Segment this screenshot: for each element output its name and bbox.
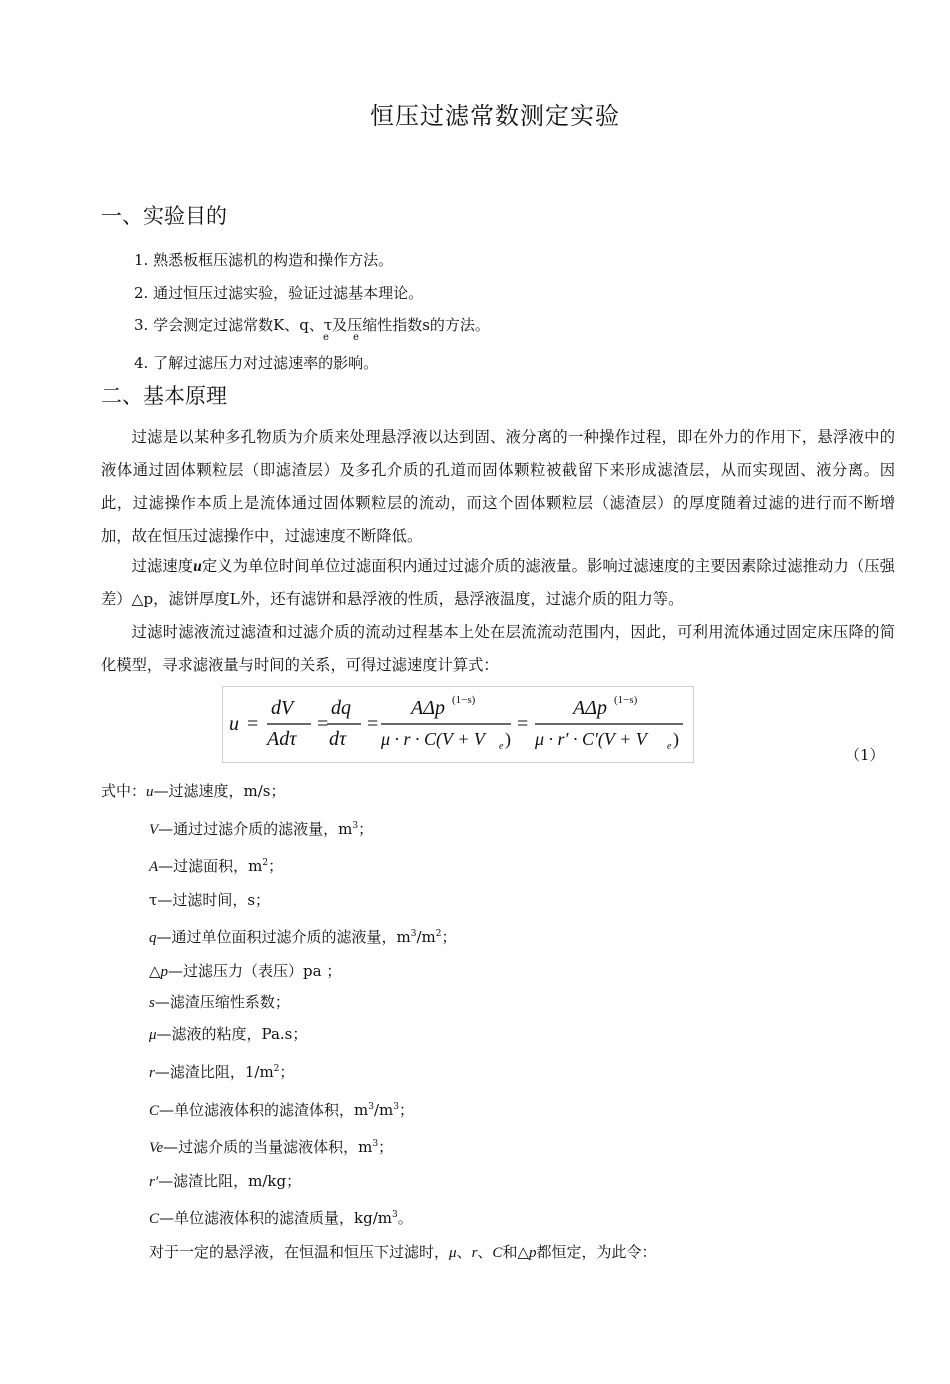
- symbol-end: ；: [378, 1138, 394, 1156]
- symbol-line: [149, 1170, 301, 1191]
- superscript: 3: [410, 929, 417, 939]
- formula-svg: [223, 687, 693, 762]
- formula-close-paren: ): [673, 729, 679, 749]
- symbol-desc: —过滤时间，s；: [157, 891, 271, 909]
- symbol-desc: —滤渣比阻，m/kg；: [158, 1172, 302, 1190]
- symbol-desc: —过滤速度，m/s；: [153, 782, 286, 800]
- symbol: △p: [149, 964, 169, 980]
- formula-dtau: dτ: [329, 728, 347, 750]
- symbol-end: ；: [279, 1063, 295, 1081]
- superscript: 2: [273, 1064, 280, 1074]
- list-item: 1. 熟悉板框压滤机的构造和操作方法。: [134, 251, 394, 269]
- text: 、: [477, 1243, 493, 1261]
- formula-dV: dV: [271, 697, 294, 719]
- text: 、: [456, 1243, 472, 1261]
- symbol: s: [149, 995, 155, 1011]
- paragraph: 过滤是以某种多孔物质为介质来处理悬浮液以达到固、液分离的一种操作过程，即在外力的作用下，悬浮液中的液体通过固体颗粒层（即滤渣层）及多孔介质的孔道而固体颗粒被截留下来形成滤渣层，从而实现固、液分离。因此，过滤操作本质上是流体通过固体颗粒层的流动，而这个固体颗粒层（滤渣层）的厚度随着过滤的进行而不断增加，故在恒压过滤操作中，过滤速度不断降低。: [101, 428, 895, 545]
- paragraph-text: 定义为单位时间单位过滤面积内通过过滤介质的滤液量。影响过滤速度的主要因素除过滤推动力（压强差）△p，滤饼厚度L外，还有滤饼和悬浮液的性质，悬浮液温度，过滤介质的阻力等。: [101, 557, 895, 608]
- formula-denominator: μ · r′ · C′(V + V: [535, 729, 647, 749]
- symbol-u: u: [193, 558, 202, 575]
- formula-sub-e: e: [499, 741, 504, 752]
- symbol-end: ；: [358, 820, 374, 838]
- formula-u: u: [229, 713, 239, 735]
- paragraph: 过滤时滤液流过滤渣和过滤介质的流动过程基本上处在层流流动范围内，因此，可利用流体通过固定床压降的简化模型，寻求滤液量与时间的关系，可得过滤速度计算式：: [101, 623, 895, 674]
- symbol: r′: [149, 1174, 159, 1190]
- symbol: A: [149, 859, 159, 875]
- where-label: 式中：: [101, 782, 147, 800]
- text: 和△: [502, 1243, 529, 1261]
- list-item-text: 3. 学会测定过滤常数K、q: [134, 316, 309, 334]
- symbol: V: [149, 822, 159, 838]
- subscript-e: e: [353, 332, 359, 343]
- formula-Adtau: Adτ: [267, 728, 297, 750]
- formula-sub-e: e: [667, 741, 672, 752]
- formula-exponent: (1−s): [614, 694, 638, 706]
- symbol-desc: —过滤介质的当量滤液体积，m: [163, 1138, 373, 1156]
- symbol: Ve: [149, 1140, 164, 1156]
- symbol-desc: —单位滤液体积的滤渣体积，m: [159, 1101, 369, 1119]
- symbol: p: [528, 1245, 537, 1261]
- symbol-line: [101, 780, 286, 801]
- paragraph: [101, 550, 895, 616]
- formula-close-paren: ): [505, 729, 511, 749]
- text: 对于一定的悬浮液，在恒温和恒压下过滤时，: [149, 1243, 450, 1261]
- formula-dq: dq: [331, 697, 351, 719]
- symbol: C: [149, 1103, 160, 1119]
- symbol: r: [471, 1245, 478, 1261]
- formula-image: [222, 686, 694, 763]
- symbol-desc: —滤渣比阻，1/m: [154, 1063, 274, 1081]
- list-item-text: 、τ: [308, 316, 333, 334]
- symbol-line: [149, 991, 290, 1012]
- section-heading-objectives: 一、实验目的: [101, 204, 227, 228]
- symbol-desc: —滤渣压缩性系数；: [154, 993, 290, 1011]
- symbol-line: [149, 1023, 307, 1044]
- symbol: μ: [449, 1245, 457, 1261]
- symbol-mid: /m: [373, 1101, 394, 1119]
- symbol-line: [149, 926, 457, 947]
- symbol-line: [149, 1136, 393, 1157]
- symbol-end: ；: [441, 928, 457, 946]
- symbol-line: [149, 1099, 414, 1120]
- symbol: μ: [149, 1027, 157, 1043]
- list-item-text: 及压缩性指数s的方法。: [332, 316, 490, 334]
- superscript: 2: [262, 858, 269, 868]
- equation-number: （1）: [845, 746, 885, 764]
- formula-equals: =: [247, 713, 259, 735]
- symbol-desc: —单位滤液体积的滤渣质量，kg/m: [159, 1209, 392, 1227]
- symbol-end: ；: [268, 857, 284, 875]
- symbol-desc: —滤液的粘度，Pa.s；: [156, 1025, 308, 1043]
- formula-numerator: AΔp: [573, 697, 607, 719]
- list-item: 2. 通过恒压过滤实验，验证过滤基本理论。: [134, 284, 424, 302]
- symbol-mid: /m: [416, 928, 436, 946]
- formula-exponent: (1−s): [452, 694, 476, 706]
- superscript: 3: [372, 1139, 379, 1149]
- list-item: 4. 了解过滤压力对过滤速率的影响。: [134, 354, 379, 372]
- symbol-line: [149, 889, 270, 910]
- superscript: 2: [435, 929, 442, 939]
- symbol-line: [149, 855, 283, 876]
- symbol-end: ；: [399, 1101, 415, 1119]
- symbol: q: [149, 930, 157, 946]
- symbol-line: [149, 960, 341, 981]
- superscript: 3: [352, 821, 359, 831]
- symbol: C: [492, 1245, 503, 1261]
- section-heading-principle: 二、基本原理: [101, 384, 227, 408]
- symbol-line: [149, 818, 373, 839]
- page-title: 恒压过滤常数测定实验: [370, 102, 620, 130]
- symbol: u: [146, 784, 154, 800]
- symbol-desc: —通过过滤介质的滤液量，m: [158, 820, 353, 838]
- formula-equals: =: [517, 713, 529, 735]
- formula-equals: =: [317, 713, 329, 735]
- subscript-e: e: [323, 332, 329, 343]
- symbol-desc: —过滤压力（表压）pa ；: [168, 962, 342, 980]
- paragraph-text: 过滤速度: [131, 557, 194, 575]
- list-item: [134, 314, 490, 335]
- symbol: C: [149, 1211, 160, 1227]
- formula-numerator: AΔp: [411, 697, 445, 719]
- formula-denominator: μ · r · C(V + V: [381, 729, 485, 749]
- text: 都恒定，为此令：: [536, 1243, 657, 1261]
- symbol-desc: —过滤面积，m: [158, 857, 263, 875]
- symbol-desc: —通过单位面积过滤介质的滤液量，m: [156, 928, 411, 946]
- closing-line: [149, 1241, 657, 1262]
- symbol: r: [149, 1065, 155, 1081]
- symbol-line: [149, 1207, 413, 1228]
- superscript: 3: [392, 1210, 398, 1220]
- superscript: 3: [368, 1102, 374, 1112]
- symbol-line: [149, 1061, 294, 1082]
- superscript: 3: [393, 1102, 399, 1112]
- symbol: τ: [149, 891, 158, 909]
- formula-equals: =: [367, 713, 379, 735]
- symbol-end: 。: [397, 1209, 413, 1227]
